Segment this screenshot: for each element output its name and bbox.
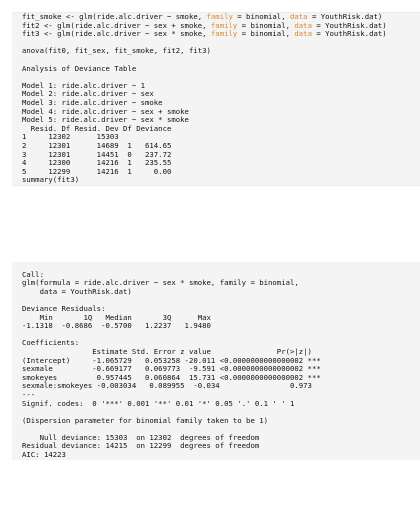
summary-output-line: --- (22, 389, 36, 399)
summary-output (12, 262, 420, 460)
summary-output-line: Min 1Q Median 3Q Max (22, 312, 211, 322)
summary-output-line: AIC: 14223 (22, 450, 66, 460)
anova-call: anova(fit0, fit_sex, fit_smoke, fit2, fit3) (22, 46, 211, 56)
anova-output-line: 1 12302 15303 (22, 132, 181, 142)
anova-output-line: 2 12301 14689 1 614.65 (22, 140, 172, 150)
summary-output-line: data = YouthRisk.dat) (22, 286, 132, 296)
summary-output-line: smokeyes 0.957445 0.060864 15.731 <0.0000000000000002 *** (22, 372, 321, 382)
summary-output-line: (Intercept) -1.065729 0.053258 -20.011 <0.0000000000000002 *** (22, 355, 321, 365)
summary-output-line: Residual deviance: 14215 on 12299 degrees of freedom (22, 441, 260, 451)
glm-code-chunk (12, 12, 420, 186)
summary-output-line: Null deviance: 15303 on 12302 degrees of freedom (22, 432, 260, 442)
anova-output-line: Model 2: ride.alc.driver ~ sex (22, 89, 154, 99)
summary-output-line (12, 262, 420, 271)
summary-output-line: (Dispersion parameter for binomial family taken to be 1) (22, 415, 269, 425)
anova-output-line: 3 12301 14451 0 237.72 (22, 149, 172, 159)
summary-call: summary(fit3) (22, 175, 80, 185)
summary-output-line: -1.1318 -0.8686 -0.5700 1.2237 1.9480 (22, 321, 211, 331)
summary-output-line: Estimate Std. Error z value Pr(>|z|) (22, 346, 312, 356)
code-line-fit-smoke: fit_smoke <- glm(ride.alc.driver ~ smoke, family = binomial, data = YouthRisk.dat) (22, 12, 383, 21)
anova-output-line: 4 12300 14216 1 235.55 (22, 158, 172, 168)
anova-output-line: 5 12299 14216 1 0.00 (22, 166, 172, 176)
anova-output-line: Model 1: ride.alc.driver ~ 1 (22, 80, 146, 90)
anova-output-line: Model 4: ride.alc.driver ~ sex + smoke (22, 106, 189, 116)
anova-output-line: Model 5: ride.alc.driver ~ sex * smoke (22, 115, 189, 125)
summary-output-line: sexmale -0.669177 0.069773 -9.591 <0.0000000000000002 *** (22, 364, 321, 374)
summary-output-line: Call: (22, 269, 44, 279)
code-line-fit3: fit3 <- glm(ride.alc.driver ~ sex * smoke, family = binomial, data = YouthRisk.dat) (22, 29, 387, 39)
summary-output-line: glm(formula = ride.alc.driver ~ sex * smoke, family = binomial, (22, 278, 299, 288)
summary-output-line: Signif. codes: 0 '***' 0.001 '**' 0.01 '*' 0.05 '.' 0.1 ' ' 1 (22, 398, 295, 408)
code-line-fit2: fit2 <- glm(ride.alc.driver ~ sex + smoke, family = binomial, data = YouthRisk.dat) (22, 20, 387, 30)
anova-output-line: Resid. Df Resid. Dev Df Deviance (22, 123, 172, 133)
summary-output-block (12, 262, 420, 460)
anova-output-line: Model 3: ride.alc.driver ~ smoke (22, 97, 163, 107)
summary-output-line: Deviance Residuals: (22, 303, 106, 313)
summary-output-line: sexmale:smokeyes -0.003034 0.089955 -0.034 0.973 (22, 381, 312, 391)
anova-output (12, 65, 420, 177)
summary-output-line: Coefficients: (22, 338, 80, 348)
anova-output-line: Analysis of Deviance Table (22, 63, 137, 73)
